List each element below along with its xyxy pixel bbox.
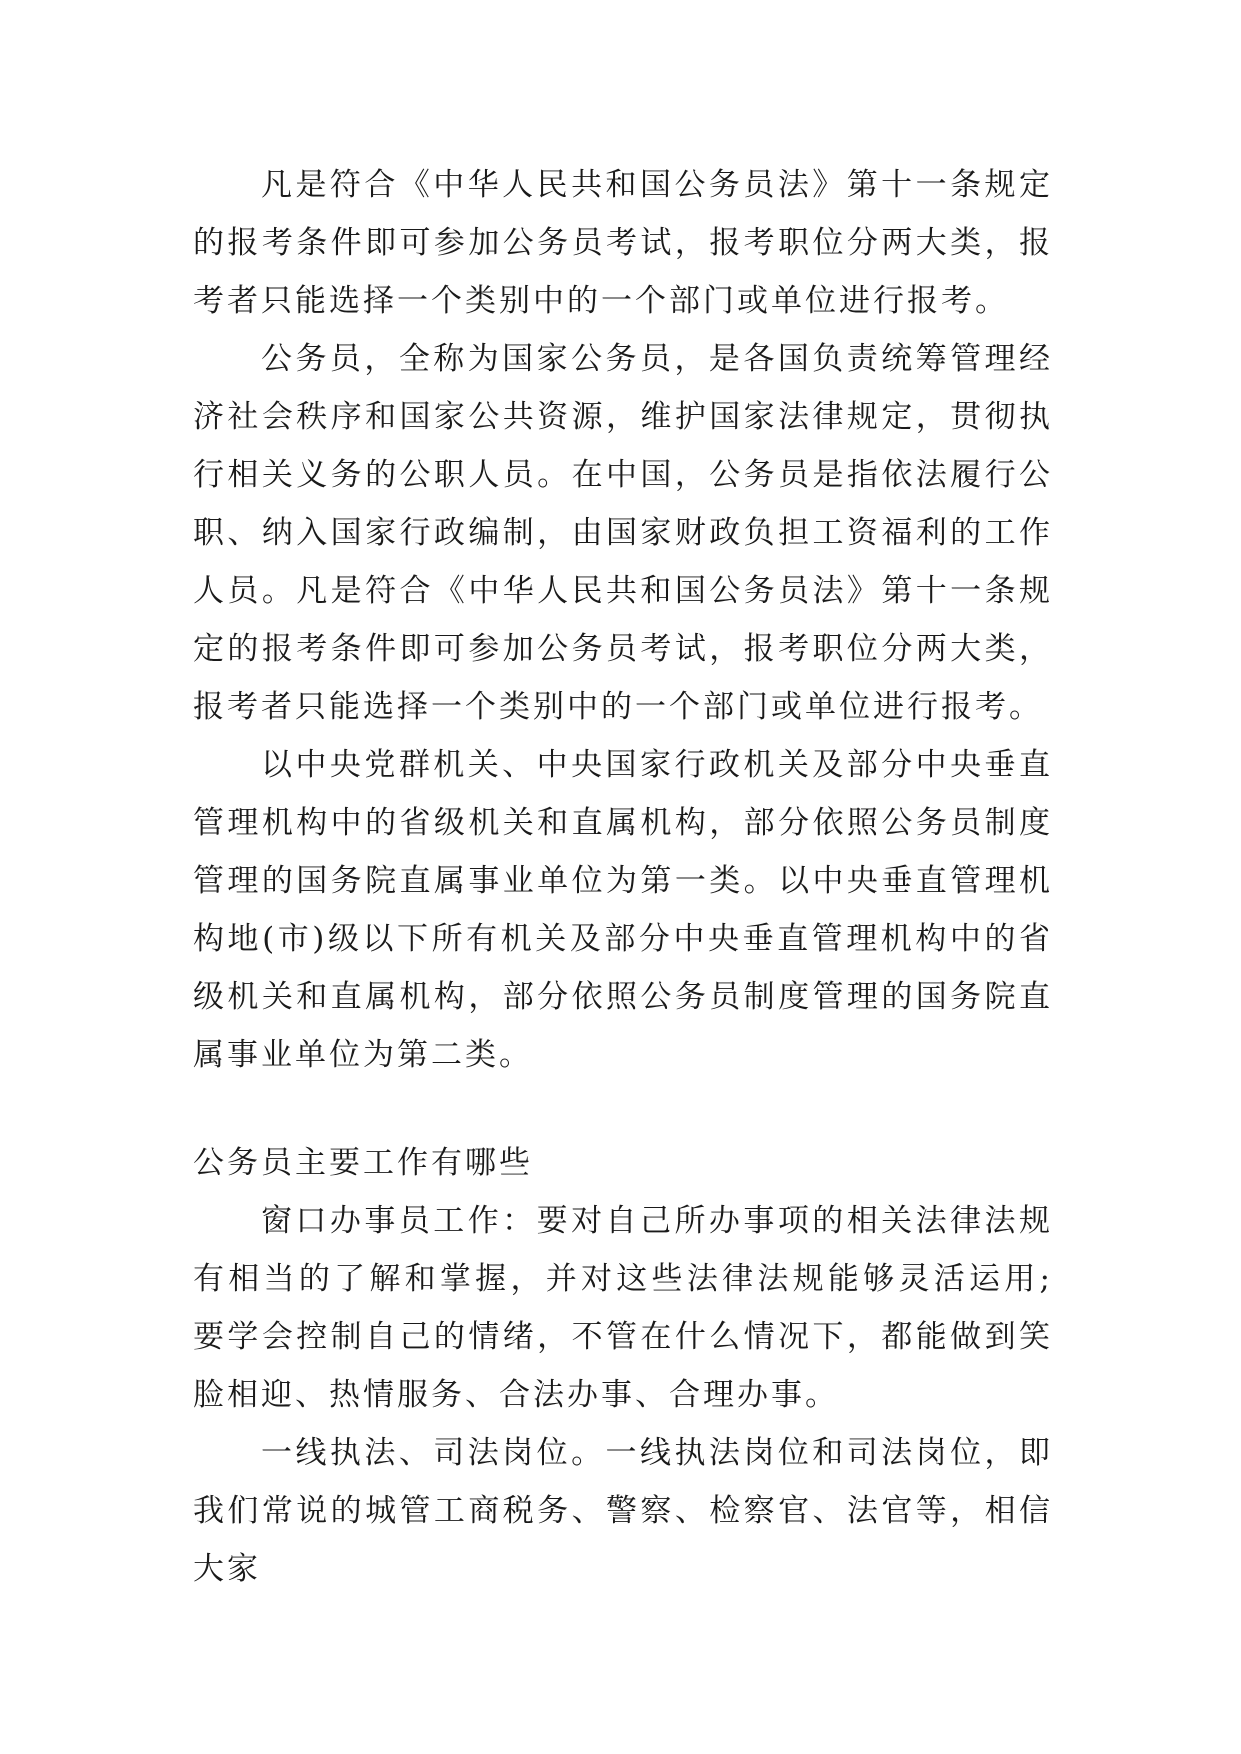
paragraph-law-enforcement: 一线执法、司法岗位。一线执法岗位和司法岗位，即我们常说的城管工商税务、警察、检察官、法官等，相信大家 bbox=[193, 1435, 1053, 1587]
paragraph-exam-eligibility: 凡是符合《中华人民共和国公务员法》第十一条规定的报考条件即可参加公务员考试，报考职位分两大类，报考者只能选择一个类别中的一个部门或单位进行报考。 bbox=[193, 167, 1053, 319]
paragraph-window-clerk: 窗口办事员工作：要对自己所办事项的相关法律法规有相当的了解和掌握，并对这些法律法规能够灵活运用;要学会控制自己的情绪，不管在什么情况下，都能做到笑脸相迎、热情服务、合法办事、合理办事。 bbox=[193, 1203, 1053, 1413]
document-body bbox=[193, 156, 1053, 1598]
paragraph-position-categories: 以中央党群机关、中央国家行政机关及部分中央垂直管理机构中的省级机关和直属机构，部分依照公务员制度管理的国务院直属事业单位为第一类。以中央垂直管理机构地(市)级以下所有机关及部分中央垂直管理机构中的省级机关和直属机构，部分依照公务员制度管理的国务院直属事业单位为第二类。 bbox=[193, 747, 1053, 1073]
paragraph-civil-servant-definition: 公务员，全称为国家公务员，是各国负责统筹管理经济社会秩序和国家公共资源，维护国家法律规定，贯彻执行相关义务的公职人员。在中国，公务员是指依法履行公职、纳入国家行政编制，由国家财政负担工资福利的工作人员。凡是符合《中华人民共和国公务员法》第十一条规定的报考条件即可参加公务员考试，报考职位分两大类，报考者只能选择一个类别中的一个部门或单位进行报考。 bbox=[193, 341, 1053, 725]
section-heading: 公务员主要工作有哪些 bbox=[193, 1145, 533, 1181]
